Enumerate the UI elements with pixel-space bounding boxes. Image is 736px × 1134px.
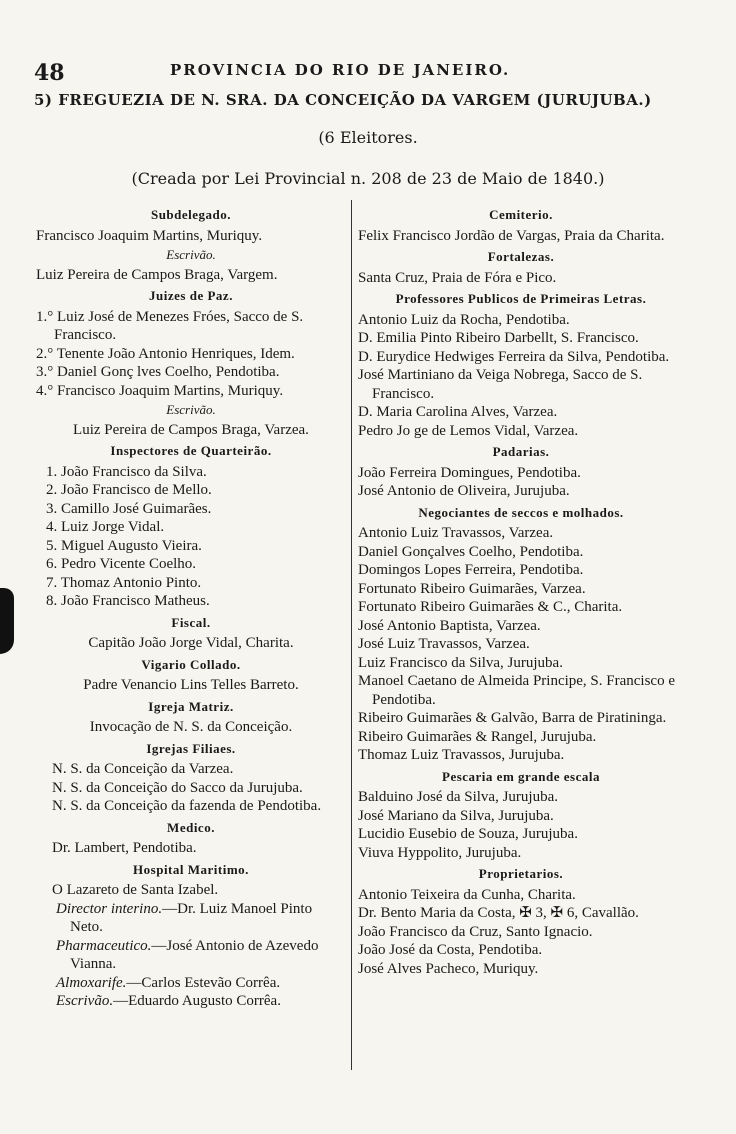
padaria-entry: José Antonio de Oliveira, Jurujuba.	[358, 483, 570, 499]
negociante-entry: Manoel Caetano de Almeida Principe, S. Francisco e Pendotiba.	[358, 673, 675, 708]
right-column	[358, 203, 684, 978]
vigario-entry: Padre Venancio Lins Telles Barreto.	[83, 677, 299, 693]
pescaria-heading: Pescaria em grande escala	[442, 768, 600, 784]
igreja-filial-entry: N. S. da Conceição do Sacco da Jurujuba.	[52, 779, 303, 796]
professor-entry: Pedro Jo ge de Lemos Vidal, Varzea.	[358, 422, 579, 439]
proprietario-entry: Dr. Bento Maria da Costa, ✠ 3, ✠ 6, Cavallão.	[358, 905, 639, 921]
hospital-pharmaceutico	[36, 937, 346, 974]
proprietario-entry: João Francisco da Cruz, Santo Ignacio.	[358, 923, 593, 940]
igreja-matriz-heading: Igreja Matriz.	[148, 698, 234, 714]
subdelegado-heading: Subdelegado.	[150, 207, 232, 222]
professor-entry: D. Maria Carolina Alves, Varzea.	[358, 404, 558, 420]
pescaria-entry: Lucidio Eusebio de Souza, Jurujuba.	[358, 826, 578, 842]
negociante-entry: Thomaz Luiz Travassos, Jurujuba.	[358, 747, 565, 763]
pescaria-entry: Balduino José da Silva, Jurujuba.	[358, 789, 558, 805]
escrivao-entry: Luiz Pereira de Campos Braga, Vargem.	[36, 266, 278, 283]
left-column	[36, 203, 346, 1011]
igreja-filial-entry: N. S. da Conceição da fazenda de Pendotiba.	[52, 798, 322, 814]
page-number: 48	[34, 60, 65, 86]
pharm-label: Pharmaceutico.	[56, 937, 152, 954]
fortalezas-entry: Santa Cruz, Praia de Fóra e Pico.	[358, 269, 557, 286]
running-title: PROVINCIA DO RIO DE JANEIRO.	[170, 61, 511, 79]
padarias-heading: Padarias.	[492, 444, 550, 459]
inspector-entry: 8. João Francisco Matheus.	[46, 593, 210, 609]
cemiterio-heading: Cemiterio.	[489, 207, 553, 222]
inspector-entry: 5. Miguel Augusto Vieira.	[46, 537, 202, 554]
inspector-entry: 6. Pedro Vicente Coelho.	[46, 556, 197, 572]
negociante-entry: Fortunato Ribeiro Guimarães, Varzea.	[358, 580, 586, 597]
column-divider	[351, 200, 352, 1070]
pharm-name: —José Antonio de Azevedo Vianna.	[70, 937, 319, 972]
igreja-filial-entry: N. S. da Conceição da Varzea.	[52, 761, 234, 777]
professor-entry: D. Eurydice Hedwiges Ferreira da Silva, Pendotiba.	[358, 348, 670, 365]
igreja-matriz-entry: Invocação de N. S. da Conceição.	[89, 719, 293, 735]
section-title: 5) FREGUEZIA DE N. SRA. DA CONCEIÇÃO DA VARGEM (JURUJUBA.)	[34, 91, 652, 109]
juiz-entry: 2.° Tenente João Antonio Henriques, Idem.	[36, 345, 295, 362]
hospital-director	[36, 900, 346, 937]
negociante-entry: Daniel Gonçalves Coelho, Pendotiba.	[358, 543, 584, 560]
creation-note: (Creada por Lei Provincial n. 208 de 23 de Maio de 1840.)	[131, 169, 605, 188]
pescaria-entry: José Mariano da Silva, Jurujuba.	[358, 807, 554, 824]
negociante-entry: Ribeiro Guimarães & Galvão, Barra de Piratininga.	[358, 710, 667, 726]
juizes-heading: Juizes de Paz.	[149, 288, 233, 303]
escrivao3-name: —Eduardo Augusto Corrêa.	[113, 993, 281, 1009]
juiz-entry: 3.° Daniel Gonç lves Coelho, Pendotiba.	[36, 364, 280, 380]
director-label: Director interino.	[56, 900, 163, 917]
hospital-almoxarife	[36, 974, 346, 993]
inspector-entry: 3. Camillo José Guimarães.	[46, 500, 212, 517]
professor-entry: José Martiniano da Veiga Nobrega, Sacco de S. Francisco.	[358, 367, 643, 402]
medico-heading: Medico.	[167, 819, 215, 835]
subdelegado-entry: Francisco Joaquim Martins, Muriquy.	[36, 227, 263, 244]
negociantes-heading: Negociantes de seccos e molhados.	[418, 504, 624, 520]
vigario-heading: Vigario Collado.	[141, 656, 241, 672]
juiz-entry: 1.° Luiz José de Menezes Fróes, Sacco de S. Francisco.	[36, 308, 304, 343]
electors-count: (6 Eleitores.	[318, 128, 418, 147]
director-name: —Dr. Luiz Manoel Pinto Neto.	[70, 900, 313, 935]
padaria-entry: João Ferreira Domingues, Pendotiba.	[358, 464, 581, 481]
professor-entry: Antonio Luiz da Rocha, Pendotiba.	[358, 311, 570, 328]
professor-entry: D. Emilia Pinto Ribeiro Darbellt, S. Francisco.	[358, 330, 639, 346]
negociante-entry: José Antonio Baptista, Varzea.	[358, 617, 541, 634]
negociante-entry: Fortunato Ribeiro Guimarães & C., Charita.	[358, 599, 623, 615]
igrejas-filiaes-heading: Igrejas Filiaes.	[146, 740, 236, 756]
proprietario-entry: José Alves Pacheco, Muriquy.	[358, 960, 539, 977]
escrivao-entry: Luiz Pereira de Campos Braga, Varzea.	[73, 421, 309, 438]
inspector-entry: 7. Thomaz Antonio Pinto.	[46, 574, 202, 591]
escrivao-heading: Escrivão.	[166, 402, 216, 417]
escrivao-heading: Escrivão.	[166, 247, 216, 262]
inspector-entry: 1. João Francisco da Silva.	[46, 463, 207, 480]
proprietario-entry: João José da Costa, Pendotiba.	[358, 942, 543, 958]
fiscal-heading: Fiscal.	[171, 614, 211, 630]
negociante-entry: José Luiz Travassos, Varzea.	[358, 636, 530, 652]
negociante-entry: Luiz Francisco da Silva, Jurujuba.	[358, 654, 563, 671]
hospital-escrivao	[36, 992, 346, 1011]
almox-name: —Carlos Estevão Corrêa.	[126, 974, 281, 991]
hospital-heading: Hospital Maritimo.	[133, 861, 249, 877]
juiz-entry: 4.° Francisco Joaquim Martins, Muriquy.	[36, 382, 284, 399]
negociante-entry: Antonio Luiz Travassos, Varzea.	[358, 525, 554, 541]
cemiterio-entry: Felix Francisco Jordão de Vargas, Praia da Charita.	[358, 227, 665, 244]
pescaria-entry: Viuva Hyppolito, Jurujuba.	[358, 844, 522, 861]
binding-stain	[0, 588, 14, 654]
fiscal-entry: Capitão João Jorge Vidal, Charita.	[88, 635, 294, 651]
negociante-entry: Domingos Lopes Ferreira, Pendotiba.	[358, 562, 584, 578]
escrivao3-label: Escrivão.	[56, 993, 114, 1009]
medico-entry: Dr. Lambert, Pendotiba.	[52, 840, 197, 856]
proprietarios-heading: Proprietarios.	[478, 866, 564, 881]
negociante-entry: Ribeiro Guimarães & Rangel, Jurujuba.	[358, 728, 597, 745]
hospital-name: O Lazareto de Santa Izabel.	[52, 882, 219, 898]
inspector-entry: 2. João Francisco de Mello.	[46, 482, 212, 498]
professores-heading: Professores Publicos de Primeiras Letras.	[395, 291, 647, 306]
inspector-entry: 4. Luiz Jorge Vidal.	[46, 519, 165, 535]
inspectores-heading: Inspectores de Quarteirão.	[110, 443, 272, 458]
fortalezas-heading: Fortalezas.	[487, 249, 555, 264]
almox-label: Almoxarife.	[56, 974, 127, 991]
proprietario-entry: Antonio Teixeira da Cunha, Charita.	[358, 886, 576, 903]
